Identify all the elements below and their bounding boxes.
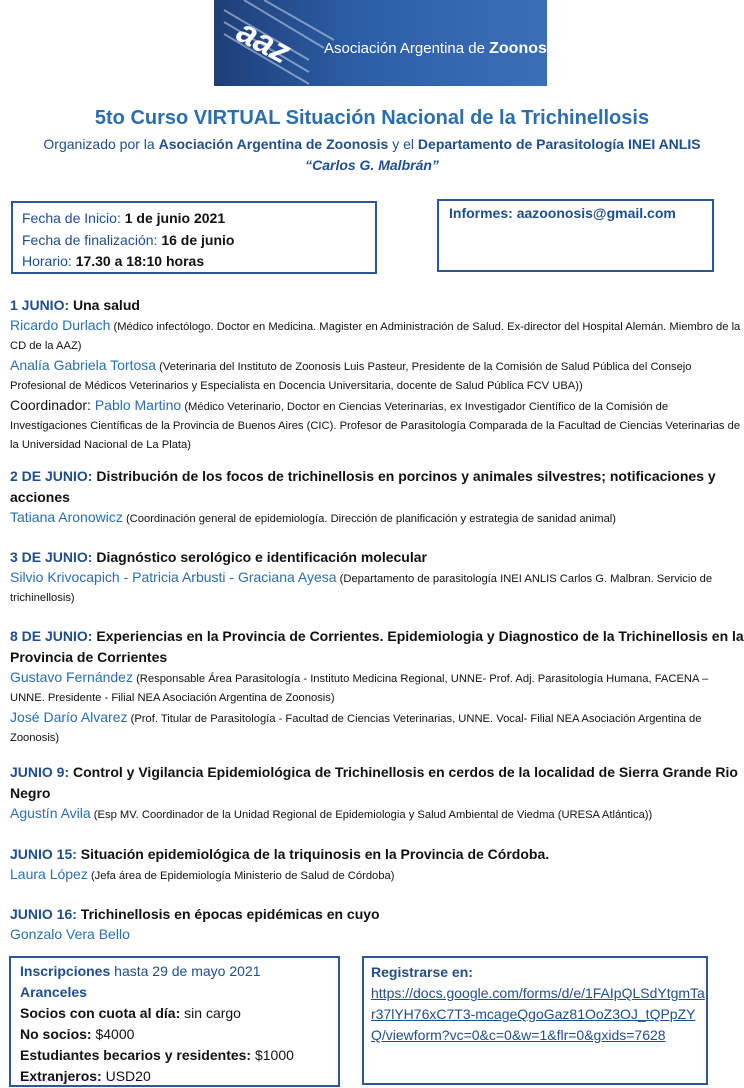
aranceles-heading: Aranceles	[20, 984, 87, 1000]
start-date-row	[22, 208, 375, 230]
page-title: 5to Curso VIRTUAL Situación Nacional de la Trichinellosis	[94, 107, 650, 129]
speaker-name: Laura López	[10, 866, 88, 882]
speaker-description: (Jefa área de Epidemiología Ministerio de Salud de Córdoba)	[87, 870, 395, 882]
session-heading	[10, 844, 744, 865]
speaker-line	[10, 396, 744, 455]
speaker-description: (Veterinaria del Instituto de Zoonosis Luis Pasteur, Presidente de la Comisión de Salud Pública del Consejo Profesional de Médicos Veterinarios y Especialista en Docencia Universitaria, docente de Salud Pública FCV UBA))	[10, 361, 692, 392]
speaker-description: (Responsable Área Parasitología - Instituto Medicina Regional, UNNE- Prof. Adj. Parasitología Humana, FACENA – UNNE. Presidente - Filial NEA Asociación Argentina de Zoonosis)	[10, 673, 709, 704]
logo-org-light: Asociación Argentina de	[324, 40, 490, 57]
fee-item	[20, 1024, 338, 1045]
speaker-line	[10, 508, 744, 529]
page-subtitle	[20, 134, 724, 176]
speaker-description: (Departamento de parasitología INEI ANLIS Carlos G. Malbran. Servicio de trichinellosis)	[10, 573, 713, 604]
session-heading	[10, 626, 744, 668]
session-date: 3 DE JUNIO:	[10, 549, 93, 565]
fee-item	[20, 1003, 338, 1024]
info-email[interactable]: aazoonosis@gmail.com	[516, 205, 676, 221]
start-value: 1 de junio 2021	[124, 210, 226, 226]
end-value: 16 de junio	[161, 231, 235, 248]
fee-item	[20, 1066, 338, 1087]
session-heading	[10, 295, 744, 316]
time-row	[22, 251, 375, 273]
speaker-line	[10, 708, 744, 748]
speaker-name: Gonzalo Vera Bello	[10, 926, 130, 942]
insc-value: hasta 29 de mayo 2021	[110, 963, 261, 979]
session-block	[10, 466, 744, 529]
subtitle-org1: Asociación Argentina de Zoonosis	[158, 136, 389, 152]
register-label: Registrarse en:	[371, 964, 473, 980]
speaker-description: (Médico infectólogo. Doctor en Medicina. Magister en Administración de Salud. Ex-director del Hospital Alemán. Miembro de la CD de la AAZ)	[10, 321, 741, 352]
session-block	[10, 762, 744, 825]
session-topic: Situación epidemiológica de la triquinosis en la Provincia de Córdoba.	[76, 846, 550, 862]
speaker-name: Silvio Krivocapich - Patricia Arbusti - Graciana Ayesa	[10, 569, 337, 585]
subtitle-prefix: Organizado por la	[43, 136, 159, 152]
speaker-name: Agustín Avila	[10, 805, 91, 821]
start-label: Fecha de Inicio:	[22, 210, 125, 226]
logo-banner	[214, 0, 561, 86]
speaker-line	[10, 865, 744, 886]
fee-label: Extranjeros:	[20, 1068, 102, 1084]
speaker-line	[10, 804, 744, 825]
speaker-line	[10, 316, 744, 356]
session-date: 1 JUNIO:	[10, 297, 70, 313]
session-date: JUNIO 16:	[10, 906, 77, 922]
speaker-line	[10, 568, 744, 608]
speaker-line	[10, 925, 744, 946]
speaker-description: (Médico Veterinario, Doctor en Ciencias Veterinarias, ex Investigador Científico de la Comisión de Investigaciones Científicas de la Provincia de Buenos Aires (CIC). Profesor de Parasitología Comparada de la Facultad de Ciencias Veterinarias de la Universidad Nacional de La Plata)	[10, 401, 741, 451]
session-block	[10, 547, 744, 608]
session-date: JUNIO 9:	[10, 764, 70, 780]
fee-label: Estudiantes becarios y residentes:	[20, 1047, 252, 1063]
speaker-name: Tatiana Aronowicz	[10, 509, 123, 525]
session-topic: Una salud	[69, 297, 140, 313]
end-label: Fecha de finalización:	[22, 231, 162, 248]
session-topic: Trichinellosis en épocas epidémicas en cuyo	[76, 906, 380, 922]
session-topic: Experiencias en la Provincia de Corrientes. Epidemiologia y Diagnostico de la Trichinellosis en la Provincia de Corrientes	[10, 628, 744, 665]
session-date: 8 DE JUNIO:	[10, 628, 93, 644]
fees-box	[9, 956, 340, 1087]
session-block	[10, 626, 744, 748]
session-heading	[10, 762, 744, 804]
insc-label: Inscripciones	[20, 963, 111, 979]
logo-org-bold: Zoonosis	[489, 40, 561, 57]
speaker-name: Ricardo Durlach	[10, 317, 111, 333]
session-topic: Distribución de los focos de trichinellosis en porcinos y animales silvestres; notificaciones y acciones	[10, 468, 716, 505]
subtitle-line2: “Carlos G. Malbrán”	[305, 157, 439, 173]
fee-value: USD20	[101, 1068, 151, 1084]
speaker-name: José Darío Alvarez	[10, 709, 128, 725]
fee-item	[20, 1045, 338, 1066]
speaker-description: (Prof. Titular de Parasitología - Facultad de Ciencias Veterinarias, UNNE. Vocal- Filial NEA Asociación Argentina de Zoonosis)	[10, 713, 702, 744]
fee-label: Socios con cuota al día:	[20, 1005, 181, 1021]
register-box	[362, 956, 708, 1085]
session-date: JUNIO 15:	[10, 846, 77, 862]
fee-value: sin cargo	[180, 1005, 241, 1021]
session-date: 2 DE JUNIO:	[10, 468, 93, 484]
time-label: Horario:	[22, 253, 76, 269]
info-box	[437, 199, 714, 272]
end-date-row	[22, 230, 375, 252]
speaker-name: Pablo Martino	[94, 397, 182, 413]
speaker-name: Analía Gabriela Tortosa	[10, 357, 157, 373]
speaker-name: Gustavo Fernández	[10, 669, 133, 685]
info-label: Informes:	[449, 205, 517, 221]
speaker-line	[10, 356, 744, 396]
session-heading	[10, 466, 744, 508]
session-heading	[10, 904, 744, 925]
speaker-description: (Coordinación general de epidemiología. Dirección de planificación y estrategia de sanidad animal)	[122, 513, 617, 525]
session-block	[10, 844, 744, 886]
speaker-line	[10, 668, 744, 708]
fee-label: No socios:	[20, 1026, 92, 1042]
fee-value: $1000	[251, 1047, 294, 1063]
subtitle-org2: Departamento de Parasitología INEI ANLIS	[417, 136, 701, 152]
speaker-description: (Esp MV. Coordinador de la Unidad Regional de Epidemiologia y Salud Ambiental de Viedma (URESA Atlántica))	[90, 809, 653, 821]
logo-text	[324, 40, 560, 58]
session-block	[10, 295, 744, 455]
subtitle-mid: y el	[388, 136, 418, 152]
session-heading	[10, 547, 744, 568]
logo-mark: aaz	[230, 12, 297, 72]
register-link[interactable]: https://docs.google.com/forms/d/e/1FAIpQLSdYtgmTar37lYH76xC7T3-mcageQgoGaz81OoZ3OJ_tQPpZYQ/viewform?vc=0&c=0&w=1&flr=0&gxids=7628	[371, 985, 705, 1043]
speaker-role: Coordinador:	[10, 397, 95, 413]
fee-value: $4000	[91, 1026, 135, 1042]
session-topic: Control y Vigilancia Epidemiológica de Trichinellosis en cerdos de la localidad de Sierra Grande Rio Negro	[10, 764, 738, 801]
time-value: 17.30 a 18:10 horas	[75, 253, 205, 269]
session-topic: Diagnóstico serológico e identificación molecular	[92, 549, 427, 565]
dates-box	[11, 201, 377, 274]
session-block	[10, 904, 744, 946]
insc-row	[20, 961, 338, 982]
